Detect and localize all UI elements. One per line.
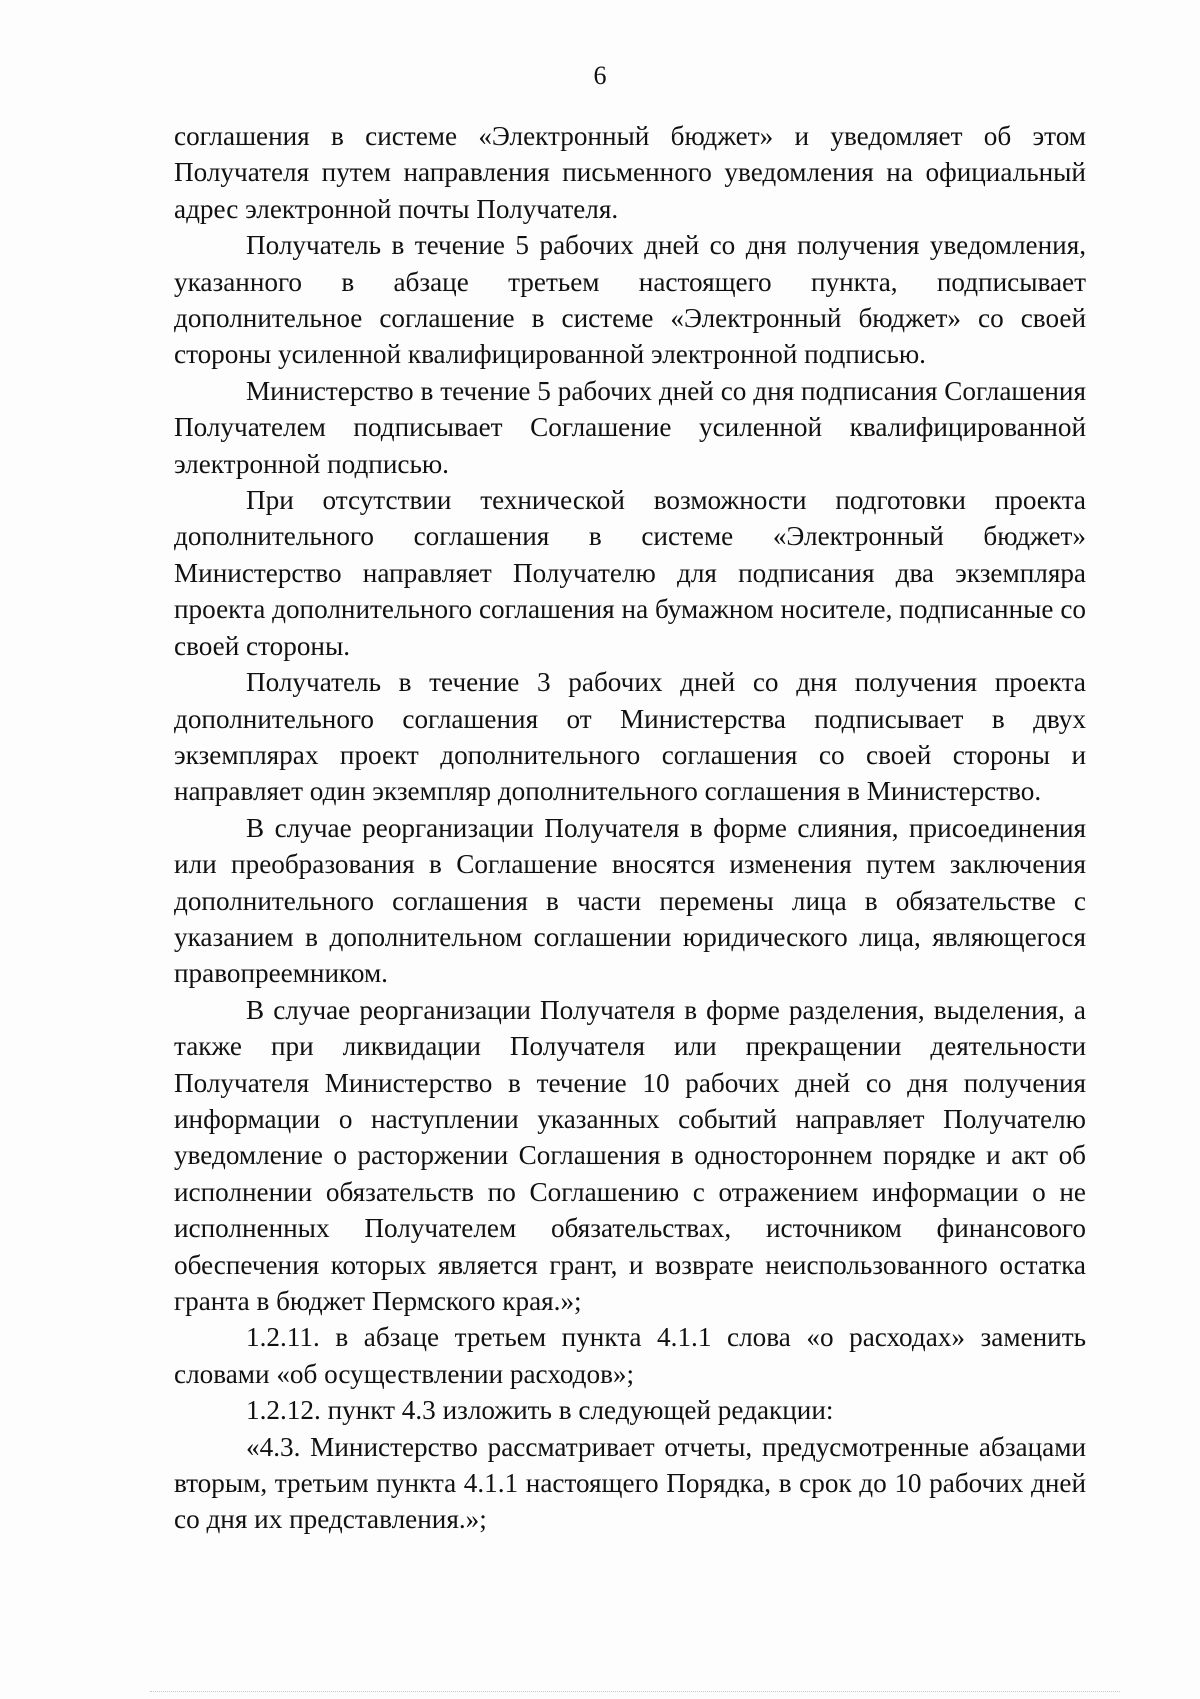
paragraph-item-1-2-11: 1.2.11. в абзаце третьем пункта 4.1.1 слова «о расходах» заменить словами «об осуществлении расходов»; (174, 1322, 1086, 1389)
paragraph-reorganization-merger: В случае реорганизации Получателя в форме слияния, присоединения или преобразования в Соглашение вносятся изменения путем заключения дополнительного соглашения в части перемены лица в обязательстве с указанием в дополнительном соглашении юридического лица, являющегося правопреемником. (174, 812, 1086, 989)
paragraph-continuation: соглашения в системе «Электронный бюджет» и уведомляет об этом Получателя путем направления письменного уведомления на официальный адрес электронной почты Получателя. (174, 121, 1086, 224)
paragraph-item-4-3: «4.3. Министерство рассматривает отчеты, предусмотренные абзацами вторым, третьим пункта 4.1.1 настоящего Порядка, в срок до 10 рабочих дней со дня их представления.»; (174, 1431, 1086, 1535)
paragraph-item-1-2-12: 1.2.12. пункт 4.3 изложить в следующей редакции: (246, 1395, 834, 1426)
paragraph-ministry-signs: Министерство в течение 5 рабочих дней со дня подписания Соглашения Получателем подписывает Соглашение усиленной квалифицированной электронной подписью. (174, 375, 1086, 479)
paragraph-paper-copies: При отсутствии технической возможности подготовки проекта дополнительного соглашения в системе «Электронный бюджет» Министерство направляет Получателю для подписания два экземпляра проекта дополнительного соглашения на бумажном носителе, подписанные со своей стороны. (174, 485, 1086, 661)
paragraph-recipient-returns-copy: Получатель в течение 3 рабочих дней со дня получения проекта дополнительного соглашения от Министерства подписывает в двух экземплярах проект дополнительного соглашения со своей стороны и направляет один экземпляр дополнительного соглашения в Министерство. (174, 667, 1086, 807)
page-number: 6 (593, 61, 607, 90)
paragraph-reorganization-division: В случае реорганизации Получателя в форме разделения, выделения, а также при ликвидации Получателя или прекращении деятельности Получателя Министерство в течение 10 рабочих дней со дня получения информации о наступлении указанных событий направляет Получателю уведомление о расторжении Соглашения в одностороннем порядке и акт об исполнении обязательств по Соглашению с отражением информации о не исполненных Получателем обязательствах, источником финансового обеспечения которых является грант, и возврате неиспользованного остатка гранта в бюджет Пермского края.»; (174, 994, 1086, 1316)
document-body (174, 118, 1086, 1538)
scan-edge-line (150, 1691, 1120, 1693)
paragraph-recipient-signs: Получатель в течение 5 рабочих дней со дня получения уведомления, указанного в абзаце третьем настоящего пункта, подписывает дополнительное соглашение в системе «Электронный бюджет» со своей стороны усиленной квалифицированной электронной подписью. (174, 230, 1086, 370)
